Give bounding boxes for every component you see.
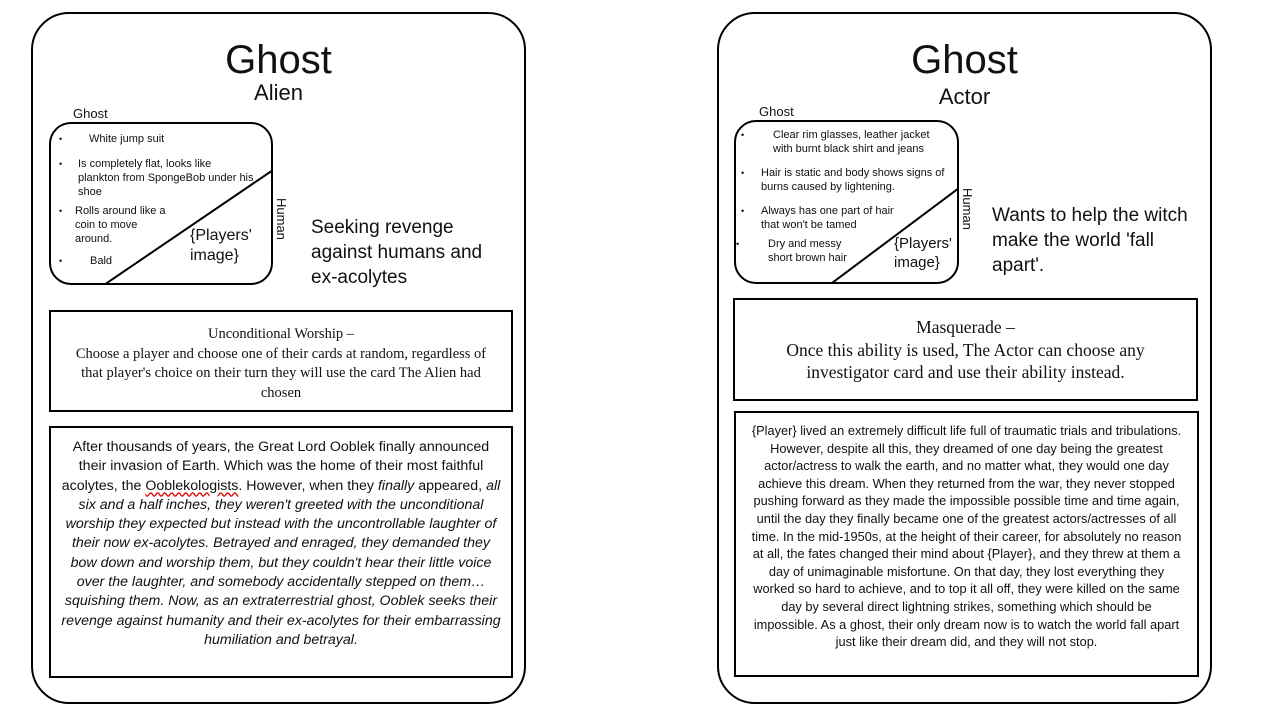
story-text: . However, when they	[238, 477, 378, 494]
ghost-trait-bullet: • Always has one part of hair that won't be tamed	[741, 205, 894, 231]
ability-box	[49, 310, 513, 412]
story-text: After thousands of years, the Great Lord Ooblek finally announced their invasion of Earth. Which was the home of their most faithful acolytes, the	[61, 439, 490, 494]
card-subtitle: Alien	[254, 80, 303, 105]
ability-text: Choose a player and choose one of their cards at random, regardless of that player's choice on their turn they will use the card The Alien had chosen	[75, 345, 487, 401]
players-image-placeholder: {Players' image}	[894, 235, 952, 271]
backstory-box	[49, 426, 513, 678]
character-portrait	[49, 122, 273, 285]
character-portrait	[734, 120, 959, 284]
story-italic-text: finally	[377, 477, 415, 494]
card-subtitle: Actor	[938, 84, 991, 109]
ghost-trait-bullet: • Dry and messy short brown hair	[736, 238, 847, 264]
card-title: Ghost	[911, 38, 1018, 82]
ghost-trait-bullet: • Rolls around like a coin to move around.	[59, 205, 166, 245]
card-title: Ghost	[225, 38, 332, 82]
ghost-trait-bullet: • Is completely flat, looks like plankton from SpongeBob under his shoe	[59, 158, 254, 198]
ability-title: Unconditional Worship –	[208, 326, 354, 342]
human-side-label: Human	[274, 198, 289, 240]
story-underlined-word: Ooblekologists	[145, 477, 239, 494]
story-italic-text: all six and a half inches, they weren't greeted with the unconditional worship they expected but instead with the uncontrollable laughter of their now ex-acolytes. Betrayed and enraged, they demanded they bow down and worship them, but they couldn't hear their little voice over the laughter, and somebody accidentally stepped on them… squishing them. Now, as an extraterrestrial ghost, Ooblek seeks their revenge against humanity and their ex-acolytes for their embarrassing humiliation and betrayal.	[61, 477, 501, 648]
ghost-side-label: Ghost	[759, 104, 794, 119]
ghost-goal: Wants to help the witch make the world 'fall apart'.	[992, 205, 1188, 276]
ghost-trait-bullet: • Clear rim glasses, leather jacket with burnt black shirt and jeans	[741, 129, 930, 155]
players-image-placeholder: {Players' image}	[190, 227, 252, 264]
ghost-goal: Seeking revenge against humans and ex-acolytes	[311, 217, 483, 288]
story-text: appeared,	[414, 477, 487, 494]
story-text: {Player} lived an extremely difficult life full of traumatic trials and tribulations. However, despite all this, they dreamed of one day being the greatest actor/actress to walk the earth, and no matter what, they would one day achieve this dream. When they returned from the war, they never stopped pushing forward as they made the impossible possible time and time again, until the day they finally became one of the greatest actors/actresses of all time. In the mid-1950s, at the height of their career, for absolutely no reason at all, the fates changed their mind about {Player}, and they threw at them a day of unimaginable misfortune. On that day, they lost everything they worked so hard to achieve, and to top it all off, they were killed on the same day by several direct lightning strikes, something which should be impossible. As a ghost, their only dream now is to watch the world fall apart just like their dream did, and they will not stop.	[751, 423, 1182, 650]
ghost-trait-bullet: • Bald	[59, 255, 113, 267]
ghost-side-label: Ghost	[73, 106, 108, 121]
alien-card	[31, 12, 526, 704]
actor-card	[717, 12, 1212, 704]
human-side-label: Human	[960, 188, 975, 230]
ability-text: Once this ability is used, The Actor can choose any investigator card and use their ability instead.	[786, 339, 1145, 382]
ghost-trait-bullet: • Hair is static and body shows signs of burns caused by lightening.	[741, 167, 945, 193]
ability-box	[733, 298, 1198, 401]
backstory-box	[734, 411, 1199, 677]
ghost-trait-bullet: • White jump suit	[59, 133, 165, 145]
ability-title: Masquerade –	[916, 317, 1015, 337]
